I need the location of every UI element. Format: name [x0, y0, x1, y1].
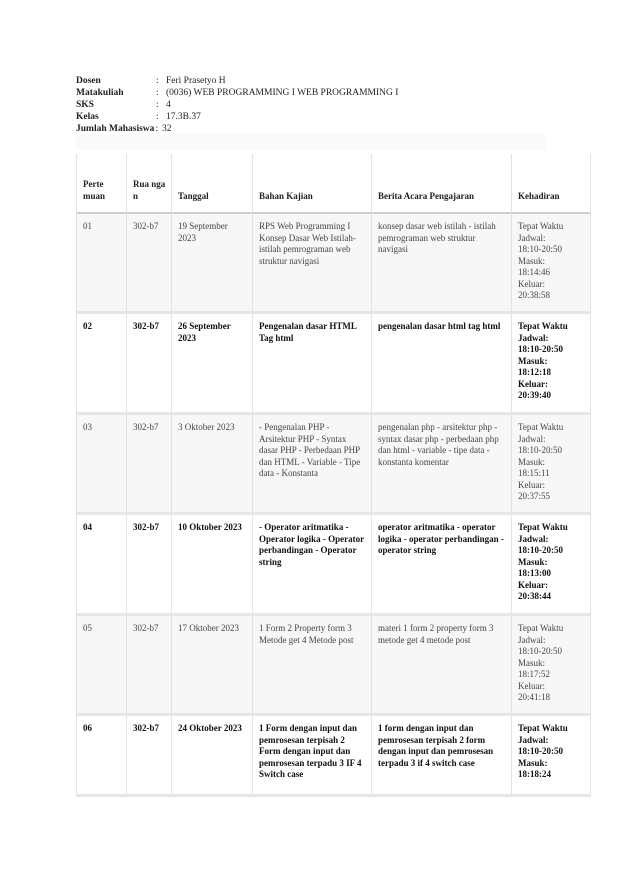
pertemuan-cell: 01: [76, 214, 127, 314]
column-header-berita-acara: Berita Acara Pengajaran: [372, 154, 512, 214]
column-header-bahan-kajian: Bahan Kajian: [253, 154, 372, 214]
sks-label: SKS: [76, 100, 94, 110]
jadwal-value: 18:10-20:50: [518, 646, 562, 656]
tanggal-cell: 10 Oktober 2023: [172, 515, 253, 616]
pertemuan-cell: 04: [76, 515, 127, 616]
ruangan-cell: 302-b7: [127, 716, 172, 797]
jadwal-label: Jadwal:: [518, 734, 549, 745]
jumlah-mahasiswa-label: Jumlah Mahasiswa: [76, 124, 155, 134]
course-info-header: [76, 75, 398, 135]
jadwal-value: 18:10-20:50: [518, 746, 563, 756]
table-row: [76, 314, 591, 415]
table-header-row: [76, 154, 591, 214]
dosen-label: Dosen: [76, 76, 101, 86]
masuk-value: 18:15:11: [518, 468, 550, 478]
masuk-value: 18:17:52: [518, 669, 551, 679]
jadwal-label: Jadwal:: [518, 433, 546, 444]
table-row: [76, 716, 591, 797]
info-row-kelas: [76, 111, 398, 123]
keluar-value: 20:39:40: [518, 390, 551, 400]
ruangan-cell: 302-b7: [127, 515, 172, 616]
sks-value: 4: [166, 100, 171, 110]
keluar-value: 20:41:18: [518, 692, 551, 702]
bahan-kajian-cell: 1 Form dengan input dan pemrosesan terpisah 2 Form dengan input dan pemrosesan terpadu 3 IF 4 Switch case: [253, 716, 372, 797]
kehadiran-cell: [512, 415, 591, 515]
kelas-label: Kelas: [76, 112, 99, 122]
ruangan-cell: 302-b7: [127, 415, 172, 515]
header-band: [76, 135, 546, 149]
masuk-value: 18:14:46: [518, 267, 551, 277]
keluar-label: Keluar:: [518, 378, 548, 389]
keluar-value: 20:37:55: [518, 491, 551, 501]
jadwal-value: 18:10-20:50: [518, 344, 563, 354]
jadwal-label: Jadwal:: [518, 332, 549, 343]
keluar-label: Keluar:: [518, 579, 548, 590]
masuk-label: Masuk:: [518, 255, 545, 266]
masuk-value: 18:12:18: [518, 367, 551, 377]
bahan-kajian-cell: 1 Form 2 Property form 3 Metode get 4 Metode post: [253, 616, 372, 716]
separator: :: [156, 100, 159, 110]
ruangan-cell: 302-b7: [127, 314, 172, 415]
berita-acara-cell: konsep dasar web istilah - istilah pemrograman web struktur navigasi: [372, 214, 512, 314]
matakuliah-label: Matakuliah: [76, 88, 124, 98]
info-row-dosen: [76, 75, 398, 87]
kelas-value: 17.3B.37: [166, 112, 201, 122]
kehadiran-cell: [512, 515, 591, 616]
tanggal-cell: 26 September 2023: [172, 314, 253, 415]
separator: :: [156, 112, 159, 122]
kehadiran-cell: [512, 616, 591, 716]
info-row-matakuliah: [76, 87, 398, 99]
separator: :: [156, 88, 159, 98]
ruangan-cell: 302-b7: [127, 616, 172, 716]
jumlah-mahasiswa-value: 32: [162, 124, 172, 134]
jadwal-value: 18:10-20:50: [518, 545, 563, 555]
ruangan-cell: 302-b7: [127, 214, 172, 314]
pertemuan-cell: 06: [76, 716, 127, 797]
status-text: Tepat Waktu: [518, 623, 564, 633]
matakuliah-value: (0036) WEB PROGRAMMING I WEB PROGRAMMING I: [166, 88, 399, 98]
column-header-pertemuan: Perte muan: [76, 154, 127, 214]
info-row-jumlah: [76, 123, 398, 135]
masuk-label: Masuk:: [518, 456, 545, 467]
column-header-kehadiran: Kehadiran: [512, 154, 591, 214]
column-header-ruangan: Rua nga n: [127, 154, 172, 214]
keluar-value: 20:38:58: [518, 290, 551, 300]
kehadiran-cell: [512, 314, 591, 415]
status-text: Tepat Waktu: [518, 221, 564, 231]
bahan-kajian-cell: Pengenalan dasar HTML Tag html: [253, 314, 372, 415]
bahan-kajian-cell: - Operator aritmatika - Operator logika - Operator perbandingan - Operator string: [253, 515, 372, 616]
status-text: Tepat Waktu: [518, 422, 564, 432]
bahan-kajian-cell: RPS Web Programming I Konsep Dasar Web Istilah-istilah pemrograman web struktur navigasi: [253, 214, 372, 314]
kehadiran-cell: [512, 214, 591, 314]
berita-acara-cell: 1 form dengan input dan pemrosesan terpisah 2 form dengan input dan pemrosesan terpadu 3 if 4 switch case: [372, 716, 512, 797]
status-text: Tepat Waktu: [518, 321, 568, 331]
tanggal-cell: 3 Oktober 2023: [172, 415, 253, 515]
table-row: [76, 214, 591, 314]
keluar-label: Keluar:: [518, 278, 545, 289]
table-row: [76, 415, 591, 515]
masuk-value: 18:18:24: [518, 769, 551, 779]
tanggal-cell: 17 Oktober 2023: [172, 616, 253, 716]
berita-acara-cell: pengenalan php - arsitektur php - syntax dasar php - perbedaan php dan html - variable - tipe data - konstanta komentar: [372, 415, 512, 515]
keluar-label: Keluar:: [518, 479, 545, 490]
pertemuan-cell: 03: [76, 415, 127, 515]
jadwal-label: Jadwal:: [518, 533, 549, 544]
pertemuan-cell: 02: [76, 314, 127, 415]
status-text: Tepat Waktu: [518, 522, 568, 532]
masuk-label: Masuk:: [518, 657, 545, 668]
table-row: [76, 515, 591, 616]
masuk-value: 18:13:00: [518, 568, 551, 578]
keluar-value: 20:38:44: [518, 591, 551, 601]
masuk-label: Masuk:: [518, 355, 548, 366]
separator: :: [156, 76, 159, 86]
jadwal-label: Jadwal:: [518, 232, 546, 243]
bahan-kajian-cell: - Pengenalan PHP - Arsitektur PHP - Syntax dasar PHP - Perbedaan PHP dan HTML - Variable - Tipe data - Konstanta: [253, 415, 372, 515]
berita-acara-cell: operator aritmatika - operator logika - operator perbandingan - operator string: [372, 515, 512, 616]
berita-acara-cell: pengenalan dasar html tag html: [372, 314, 512, 415]
kehadiran-cell: [512, 716, 591, 797]
status-text: Tepat Waktu: [518, 723, 568, 733]
tanggal-cell: 19 September 2023: [172, 214, 253, 314]
dosen-value: Feri Prasetyo H: [166, 76, 226, 86]
masuk-label: Masuk:: [518, 556, 548, 567]
jadwal-value: 18:10-20:50: [518, 445, 562, 455]
pertemuan-cell: 05: [76, 616, 127, 716]
info-row-sks: [76, 99, 398, 111]
table-row: [76, 616, 591, 716]
separator: :: [155, 124, 159, 134]
jadwal-label: Jadwal:: [518, 634, 546, 645]
attendance-table: [76, 154, 591, 797]
keluar-label: Keluar:: [518, 680, 545, 691]
column-header-tanggal: Tanggal: [172, 154, 253, 214]
berita-acara-cell: materi 1 form 2 property form 3 metode get 4 metode post: [372, 616, 512, 716]
jadwal-value: 18:10-20:50: [518, 244, 562, 254]
masuk-label: Masuk:: [518, 757, 548, 768]
tanggal-cell: 24 Oktober 2023: [172, 716, 253, 797]
